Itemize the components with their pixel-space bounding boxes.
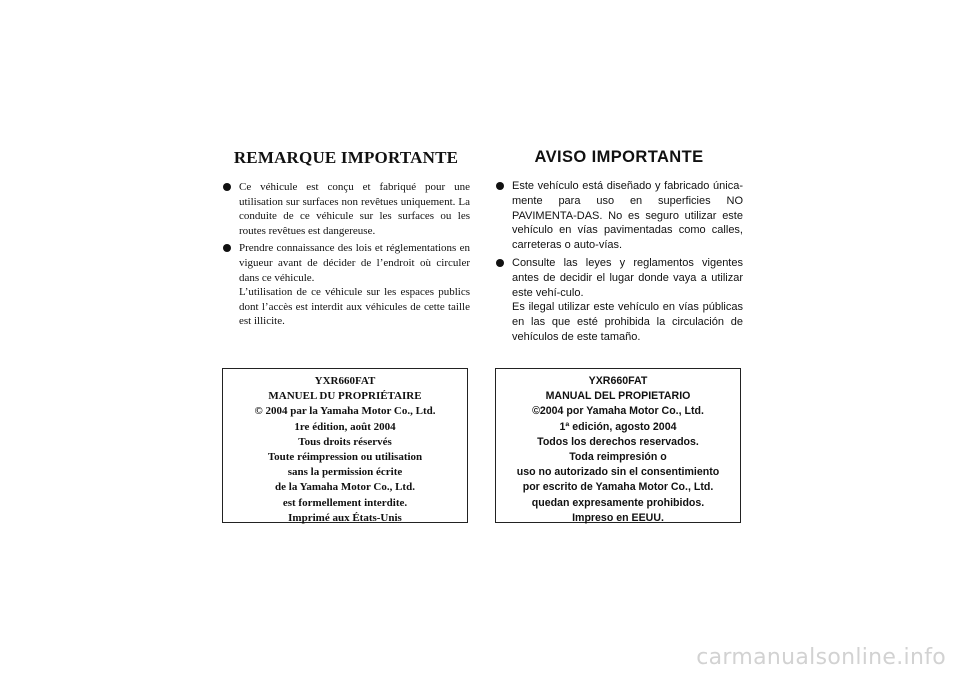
prohibition-line: est formellement interdite. — [282, 496, 408, 509]
spanish-notice — [495, 148, 743, 348]
bullet-text: Este vehículo está diseñado y fabricado única-mente para uso en superficies NO PAVIMENTA-DAS. No es seguro utilizar este vehículo en vías pavimentadas como calles, carreteras o auto-vías. — [512, 180, 743, 252]
spanish-copyright-box — [495, 368, 741, 523]
printed-in-line: Impreso en EEUU. — [572, 511, 664, 524]
bullet-text: Es ilegal utilizar este vehículo en vías públicas en las que esté prohibida la circulación de vehículos de este tamaño. — [512, 301, 743, 343]
rights-line: Todos los derechos reservados. — [537, 435, 699, 448]
french-copyright-box — [222, 368, 468, 523]
manual-title: MANUEL DU PROPRIÉTAIRE — [268, 390, 422, 403]
printed-in-line: Imprimé aux États-Unis — [288, 511, 402, 524]
bullet-text: Ce véhicule est conçu et fabriqué pour une utilisation sur surfaces non revêtues uniquement. La conduite de ce véhicule sur les surfaces ou les routes revêtues est dangereuse. — [239, 181, 470, 237]
manual-title: MANUAL DEL PROPIETARIO — [545, 390, 691, 403]
list-item — [495, 256, 743, 345]
model-code: YXR660FAT — [314, 375, 376, 387]
bullet-dot-icon — [223, 183, 231, 191]
bullet-text: L’utilisation de ce véhicule sur les espaces publics dont l’accès est interdit aux véhicules de cette taille est illicite. — [239, 286, 470, 328]
bullet-text: Prendre connaissance des lois et réglementations en vigueur avant de décider de l’endroit où circuler dans ce véhicule. — [239, 242, 470, 284]
bullet-text: Consulte las leyes y reglamentos vigentes antes de decidir el lugar donde vaya a utilizar este vehí-culo. — [512, 256, 743, 299]
french-notice — [222, 148, 470, 332]
consent-line: uso no autorizado sin el consentimiento — [516, 466, 720, 479]
spanish-bullet-list — [495, 179, 743, 345]
copyright-line: © 2004 par la Yamaha Motor Co., Ltd. — [254, 405, 436, 418]
model-code: YXR660FAT — [588, 375, 648, 387]
bullet-dot-icon — [496, 182, 504, 190]
copyright-line: ©2004 por Yamaha Motor Co., Ltd. — [532, 405, 704, 418]
permission-line: sans la permission écrite — [287, 466, 403, 479]
spanish-heading: AVISO IMPORTANTE — [534, 148, 704, 166]
prohibition-line: quedan expresamente prohibidos. — [531, 496, 705, 509]
watermark: carmanualsonline.info — [696, 645, 946, 670]
company-line: de la Yamaha Motor Co., Ltd. — [275, 481, 415, 494]
list-item — [222, 180, 470, 238]
edition-line: 1re édition, août 2004 — [294, 420, 396, 433]
company-line: por escrito de Yamaha Motor Co., Ltd. — [522, 481, 714, 494]
list-item — [222, 241, 470, 329]
edition-line: 1ª edición, agosto 2004 — [559, 420, 677, 433]
rights-line: Tous droits réservés — [298, 435, 392, 448]
list-item — [495, 179, 743, 253]
reprint-line: Toda reimpresión o — [569, 451, 667, 464]
reprint-line: Toute réimpression ou utilisation — [267, 451, 423, 464]
bullet-dot-icon — [496, 259, 504, 267]
french-heading: REMARQUE IMPORTANTE — [233, 148, 459, 167]
french-bullet-list — [222, 180, 470, 329]
bullet-dot-icon — [223, 244, 231, 252]
